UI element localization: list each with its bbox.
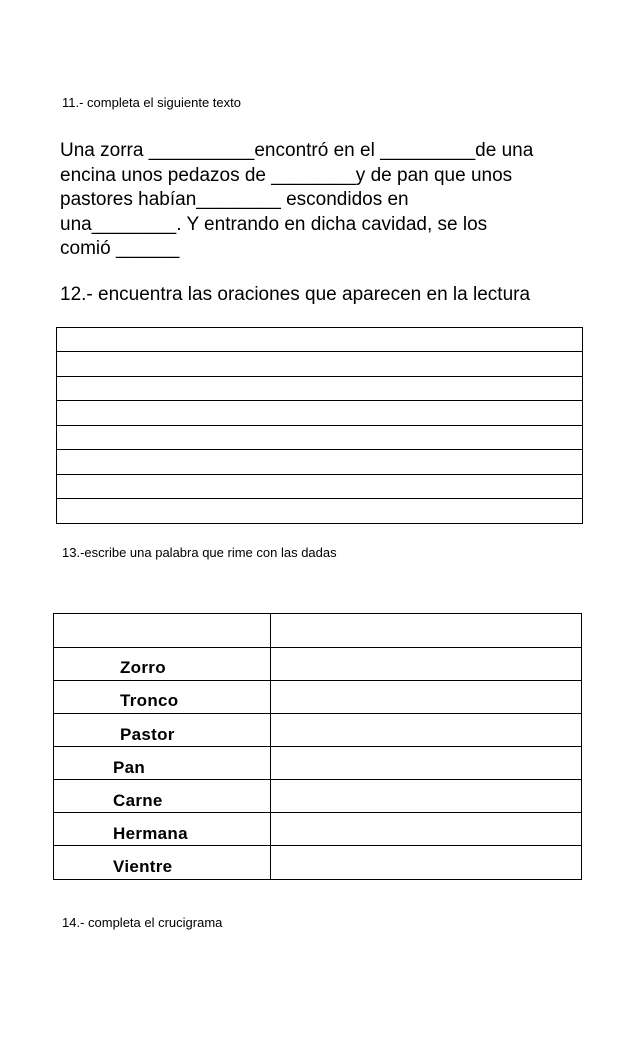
rhyme-word: Hermana (113, 824, 188, 843)
passage-line: comió ______ (60, 238, 180, 259)
table-row-line (53, 812, 582, 813)
rhyme-word: Tronco (120, 691, 179, 710)
table-border (56, 327, 57, 524)
table-row-line (56, 351, 583, 352)
sentences-table (56, 327, 583, 523)
section-13-heading: 13.-escribe una palabra que rime con las dadas (62, 545, 337, 560)
table-row-line (53, 680, 582, 681)
rhyme-word: Pastor (120, 725, 175, 744)
section-11-heading: 11.- completa el siguiente texto (62, 95, 241, 110)
table-row-line (53, 713, 582, 714)
table-row-line (56, 474, 583, 475)
table-row-line (53, 746, 582, 747)
table-border (56, 327, 583, 328)
passage-line: encina unos pedazos de ________y de pan que unos (60, 164, 513, 186)
passage-line: pastores habían________ escondidos en (60, 189, 409, 210)
table-row-line (53, 779, 582, 780)
rhyme-word: Pan (113, 758, 146, 777)
passage-line: una________. Y entrando en dicha cavidad, se los (60, 213, 488, 235)
table-row-line (56, 498, 583, 499)
table-border (581, 613, 582, 880)
table-row-line (56, 425, 583, 426)
table-row-line (53, 647, 582, 648)
table-border (53, 613, 54, 880)
rhyme-word: Zorro (120, 658, 166, 677)
table-column-line (270, 613, 271, 880)
table-border (53, 613, 582, 614)
passage-line: Una zorra __________encontró en el _________de una (60, 140, 534, 161)
table-row-line (56, 449, 583, 450)
fill-in-passage (60, 139, 533, 262)
table-row-line (56, 376, 583, 377)
section-14-heading: 14.- completa el crucigrama (62, 915, 223, 930)
table-border (582, 327, 583, 524)
section-12-heading: 12.- encuentra las oraciones que aparecen en la lectura (60, 284, 531, 305)
table-row-line (53, 845, 582, 846)
table-border (56, 523, 583, 524)
rhyme-word: Vientre (113, 857, 173, 876)
table-row-line (56, 400, 583, 401)
rhyme-word: Carne (113, 791, 163, 810)
table-border (53, 879, 582, 880)
